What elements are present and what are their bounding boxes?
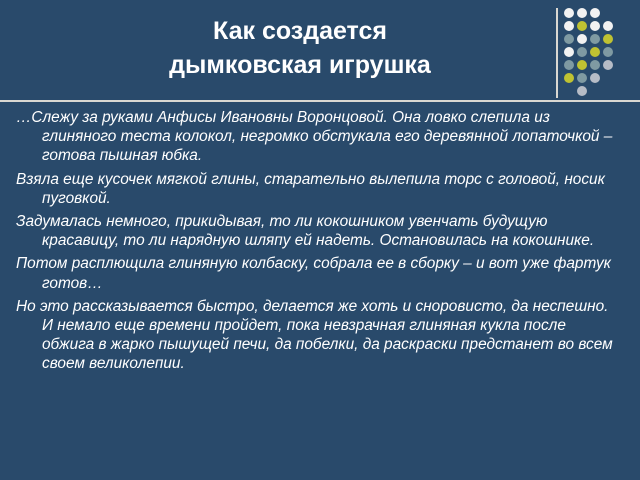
decorative-dot (577, 21, 587, 31)
decorative-dot (590, 47, 600, 57)
slide-body (16, 108, 621, 378)
paragraph-4: Потом расплющила глиняную колбаску, собрала ее в сборку – и вот уже фартук готов… (16, 255, 611, 292)
slide-title-line-1: Как создается (213, 17, 387, 45)
decorative-dot (577, 34, 587, 44)
decorative-dot (590, 21, 600, 31)
decorative-dot (577, 8, 587, 18)
decorative-dot (577, 47, 587, 57)
paragraph-1: …Слежу за руками Анфисы Ивановны Воронцовой. Она ловко слепила из глиняного теста колокол, негромко обстукала его деревянной лопаточкой – готова пышная юбка. (16, 109, 613, 165)
decorative-dot (564, 60, 574, 70)
decorative-dot (590, 34, 600, 44)
decorative-dot (564, 21, 574, 31)
decorative-dot (590, 8, 600, 18)
decorative-dot (603, 60, 613, 70)
decorative-dot (603, 21, 613, 31)
decorative-dot (590, 60, 600, 70)
decorative-dot-grid (564, 8, 640, 108)
decorative-dot (577, 60, 587, 70)
paragraph-2: Взяла еще кусочек мягкой глины, старательно вылепила торс с головой, носик пуговкой. (16, 170, 605, 207)
decorative-dot (603, 47, 613, 57)
slide-title-line-2: дымковская игрушка (169, 51, 431, 79)
decorative-dot (564, 8, 574, 18)
decorative-dot (590, 73, 600, 83)
slide-title (60, 14, 540, 82)
decorative-dot (564, 47, 574, 57)
decorative-dot (577, 86, 587, 96)
paragraph-3: Задумалась немного, прикидывая, то ли кокошником увенчать будущую красавицу, то ли нарядную шляпу ей надеть. Остановилась на кокошнике. (16, 213, 595, 250)
decorative-dot (603, 34, 613, 44)
decorative-dot (564, 34, 574, 44)
vertical-divider (556, 8, 558, 98)
horizontal-divider (0, 100, 640, 102)
paragraph-5: Но это рассказывается быстро, делается же хоть и сноровисто, да неспешно. И немало еще времени пройдет, пока невзрачная глиняная кукла после обжига в жарко пышущей печи, да побелки, да раскраски предстанет во всем своем великолепии. (16, 297, 613, 373)
decorative-dot (564, 73, 574, 83)
decorative-dot (577, 73, 587, 83)
